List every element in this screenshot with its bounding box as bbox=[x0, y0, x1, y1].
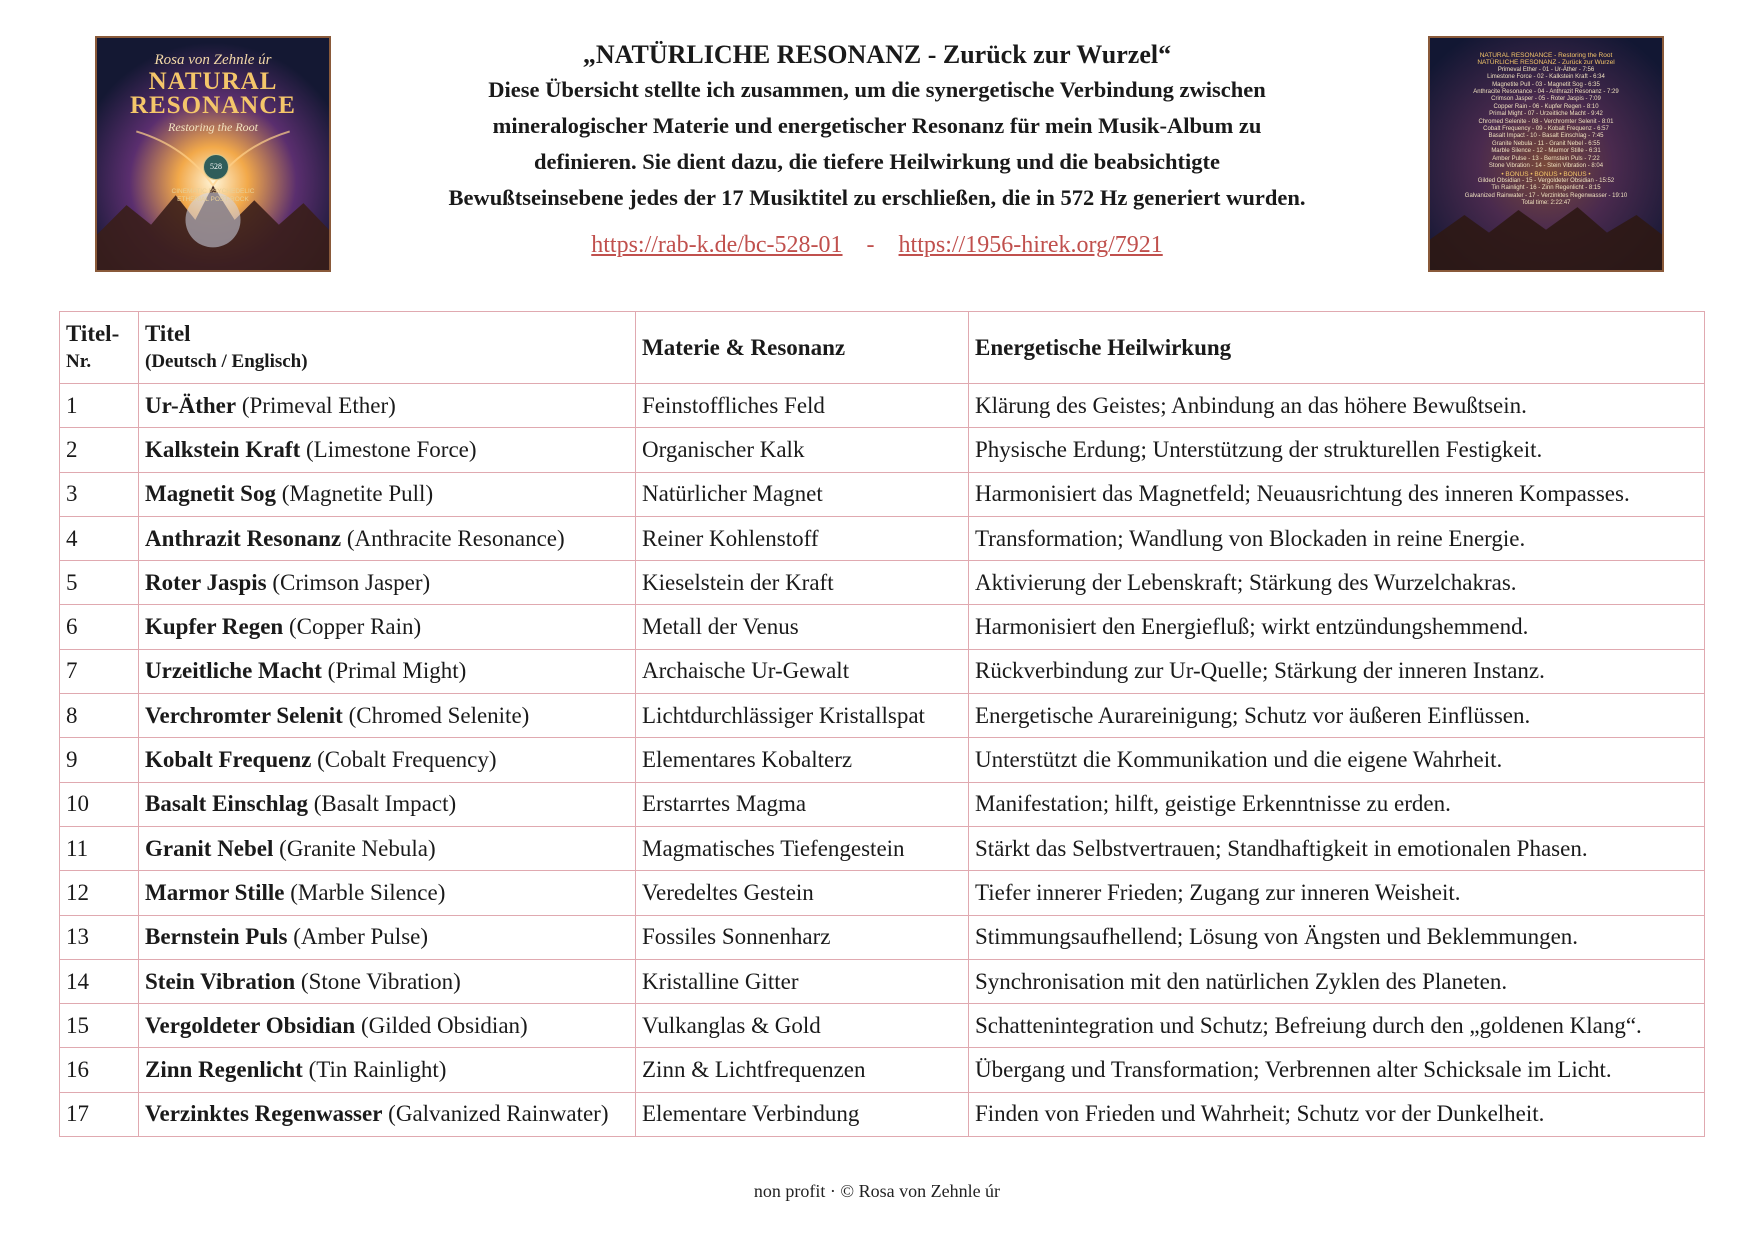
cover-back-track: Amber Pulse - 13 - Bernstein Puls - 7:22 bbox=[1492, 155, 1600, 162]
header-nr-line1: Titel- bbox=[66, 320, 120, 346]
cell-effect: Übergang und Transformation; Verbrennen alter Schicksale im Licht. bbox=[969, 1048, 1705, 1092]
document-header bbox=[360, 38, 1394, 260]
cell-matter: Veredeltes Gestein bbox=[636, 871, 969, 915]
cover-back-tracklist bbox=[1438, 52, 1654, 208]
cover-back-track: Gilded Obsidian - 15 - Vergoldeter Obsidian - 15:52 bbox=[1477, 177, 1615, 184]
table-row bbox=[60, 561, 1705, 605]
title-en: (Stone Vibration) bbox=[295, 968, 461, 994]
cell-title bbox=[139, 959, 636, 1003]
title-en: (Chromed Selenite) bbox=[342, 702, 530, 728]
description-line: Bewußtseinsebene jedes der 17 Musiktitel zu erschließen, die in 572 Hz generiert wurden. bbox=[448, 185, 1306, 210]
header-nr-line2: Nr. bbox=[66, 350, 92, 372]
cell-effect: Rückverbindung zur Ur-Quelle; Stärkung der inneren Instanz. bbox=[969, 649, 1705, 693]
cell-nr: 16 bbox=[60, 1048, 139, 1092]
cover-genre-line2: ETHERIAL POST-ROCK bbox=[177, 196, 249, 203]
header-matter: Materie & Resonanz bbox=[636, 312, 969, 384]
cell-effect: Transformation; Wandlung von Blockaden in reine Energie. bbox=[969, 516, 1705, 560]
cell-effect: Harmonisiert das Magnetfeld; Neuausrichtung des inneren Kompasses. bbox=[969, 472, 1705, 516]
cell-matter: Feinstoffliches Feld bbox=[636, 384, 969, 428]
cell-matter: Metall der Venus bbox=[636, 605, 969, 649]
cell-nr: 6 bbox=[60, 605, 139, 649]
cell-matter: Elementares Kobalterz bbox=[636, 738, 969, 782]
title-de: Zinn Regenlicht bbox=[145, 1057, 303, 1083]
album-cover-front bbox=[95, 36, 331, 272]
cell-effect: Klärung des Geistes; Anbindung an das höhere Bewußtsein. bbox=[969, 384, 1705, 428]
cell-title bbox=[139, 516, 636, 560]
header-title bbox=[139, 312, 636, 384]
title-en: (Tin Rainlight) bbox=[302, 1057, 447, 1083]
title-de: Urzeitliche Macht bbox=[145, 658, 322, 684]
cell-matter: Kristalline Gitter bbox=[636, 959, 969, 1003]
cell-matter: Zinn & Lichtfrequenzen bbox=[636, 1048, 969, 1092]
cell-nr: 1 bbox=[60, 384, 139, 428]
cell-matter: Archaische Ur-Gewalt bbox=[636, 649, 969, 693]
document-description bbox=[360, 72, 1394, 216]
title-de: Anthrazit Resonanz bbox=[145, 525, 342, 551]
table-row bbox=[60, 516, 1705, 560]
cell-title bbox=[139, 1092, 636, 1136]
cell-title bbox=[139, 1048, 636, 1092]
cell-title bbox=[139, 561, 636, 605]
cover-title-line1: NATURAL bbox=[148, 68, 278, 95]
cell-effect: Finden von Frieden und Wahrheit; Schutz vor der Dunkelheit. bbox=[969, 1092, 1705, 1136]
cell-nr: 15 bbox=[60, 1004, 139, 1048]
title-de: Kupfer Regen bbox=[145, 614, 284, 640]
title-de: Marmor Stille bbox=[145, 879, 285, 905]
cover-genre-line1: CINEMATIC PSYCHEDELIC bbox=[171, 188, 255, 195]
title-de: Kobalt Frequenz bbox=[145, 747, 312, 773]
cell-effect: Manifestation; hilft, geistige Erkenntnisse zu erden. bbox=[969, 782, 1705, 826]
title-en: (Primal Might) bbox=[321, 658, 467, 684]
header-title-number bbox=[60, 312, 139, 384]
table-row bbox=[60, 871, 1705, 915]
cover-title-line2: RESONANCE bbox=[130, 92, 296, 119]
title-en: (Galvanized Rainwater) bbox=[382, 1101, 609, 1127]
cell-nr: 3 bbox=[60, 472, 139, 516]
cover-back-track: Chromed Selenite - 08 - Verchromter Selenit - 8:01 bbox=[1478, 118, 1614, 125]
table-row bbox=[60, 605, 1705, 649]
table-row bbox=[60, 959, 1705, 1003]
title-de: Ur-Äther bbox=[145, 392, 237, 418]
cell-effect: Unterstützt die Kommunikation und die eigene Wahrheit. bbox=[969, 738, 1705, 782]
document-title: „NATÜRLICHE RESONANZ - Zurück zur Wurzel“ bbox=[582, 40, 1172, 69]
cover-hz-badge: 528 bbox=[203, 154, 229, 180]
link-hirek[interactable]: https://1956-hirek.org/7921 bbox=[898, 232, 1163, 258]
title-de: Magnetit Sog bbox=[145, 481, 276, 507]
cell-nr: 2 bbox=[60, 428, 139, 472]
cover-back-track: Primal Might - 07 - Urzeitliche Macht - 9:42 bbox=[1489, 111, 1603, 118]
title-en: (Limestone Force) bbox=[300, 436, 477, 462]
cell-title bbox=[139, 649, 636, 693]
cell-title bbox=[139, 472, 636, 516]
cover-back-track: Anthracite Resonance - 04 - Anthrazit Resonanz - 7:29 bbox=[1473, 89, 1619, 96]
cover-back-total: Total time: 2:22:47 bbox=[1521, 200, 1571, 207]
cell-nr: 14 bbox=[60, 959, 139, 1003]
header-title-line2: (Deutsch / Englisch) bbox=[145, 350, 308, 372]
cell-matter: Lichtdurchlässiger Kristallspat bbox=[636, 694, 969, 738]
cell-title bbox=[139, 915, 636, 959]
link-separator: - bbox=[866, 232, 875, 258]
cover-back-track: Marble Silence - 12 - Marmor Stille - 6:31 bbox=[1491, 148, 1601, 155]
cell-effect: Stimmungsaufhellend; Lösung von Ängsten und Beklemmungen. bbox=[969, 915, 1705, 959]
cover-artist: Rosa von Zehnle úr bbox=[154, 52, 272, 68]
table-row bbox=[60, 1092, 1705, 1136]
title-de: Vergoldeter Obsidian bbox=[145, 1012, 356, 1038]
table-row bbox=[60, 472, 1705, 516]
cell-nr: 10 bbox=[60, 782, 139, 826]
cell-title bbox=[139, 738, 636, 782]
cell-nr: 11 bbox=[60, 826, 139, 870]
cover-back-track: Granite Nebula - 11 - Granit Nebel - 6:55 bbox=[1492, 140, 1600, 147]
cell-matter: Reiner Kohlenstoff bbox=[636, 516, 969, 560]
description-line: definieren. Sie dient dazu, die tiefere Heilwirkung und die beabsichtigte bbox=[533, 149, 1221, 174]
title-en: (Amber Pulse) bbox=[287, 924, 429, 950]
title-en: (Gilded Obsidian) bbox=[355, 1012, 528, 1038]
cell-nr: 13 bbox=[60, 915, 139, 959]
title-de: Verzinktes Regenwasser bbox=[145, 1101, 383, 1127]
cover-back-track: Galvanized Rainwater - 17 - Verzinktes Regenwasser - 19:10 bbox=[1464, 192, 1628, 199]
description-line: Diese Übersicht stellte ich zusammen, um die synergetische Verbindung zwischen bbox=[488, 77, 1266, 102]
table-header-row bbox=[60, 312, 1705, 384]
album-cover-back bbox=[1428, 36, 1664, 272]
header-links bbox=[360, 230, 1394, 260]
table-row bbox=[60, 428, 1705, 472]
cover-back-heading1: NATURAL RESONANCE - Restoring the Root bbox=[1479, 52, 1613, 59]
cell-title bbox=[139, 428, 636, 472]
cell-title bbox=[139, 782, 636, 826]
cover-back-track: Tin Rainlight - 16 - Zinn Regenlicht - 8:15 bbox=[1491, 185, 1601, 192]
cover-back-track: Magnetite Pull - 03 - Magnetit Sog - 6:35 bbox=[1492, 81, 1600, 88]
cell-matter: Natürlicher Magnet bbox=[636, 472, 969, 516]
cell-matter: Elementare Verbindung bbox=[636, 1092, 969, 1136]
table-row bbox=[60, 738, 1705, 782]
title-en: (Anthracite Resonance) bbox=[341, 525, 565, 551]
cell-title bbox=[139, 384, 636, 428]
title-en: (Marble Silence) bbox=[284, 879, 446, 905]
cell-effect: Energetische Aurareinigung; Schutz vor äußeren Einflüssen. bbox=[969, 694, 1705, 738]
table-row bbox=[60, 384, 1705, 428]
table-row bbox=[60, 694, 1705, 738]
cell-nr: 7 bbox=[60, 649, 139, 693]
cover-back-bonus: • BONUS • BONUS • BONUS • bbox=[1501, 170, 1591, 178]
title-en: (Granite Nebula) bbox=[273, 835, 436, 861]
cell-matter: Fossiles Sonnenharz bbox=[636, 915, 969, 959]
cover-back-track: Cobalt Frequency - 09 - Kobalt Frequenz - 6:57 bbox=[1483, 126, 1609, 133]
table-row bbox=[60, 826, 1705, 870]
footer-copyright: non profit · © Rosa von Zehnle úr bbox=[753, 1181, 1001, 1201]
cell-matter: Vulkanglas & Gold bbox=[636, 1004, 969, 1048]
table-row bbox=[60, 649, 1705, 693]
cover-genre bbox=[97, 188, 329, 204]
cover-back-track: Basalt Impact - 10 - Basalt Einschlag - 7:45 bbox=[1488, 133, 1604, 140]
cell-nr: 9 bbox=[60, 738, 139, 782]
title-de: Roter Jaspis bbox=[145, 569, 267, 595]
link-bandcamp[interactable]: https://rab-k.de/bc-528-01 bbox=[591, 232, 843, 258]
cell-title bbox=[139, 871, 636, 915]
title-en: (Crimson Jasper) bbox=[266, 569, 431, 595]
cell-effect: Physische Erdung; Unterstützung der strukturellen Festigkeit. bbox=[969, 428, 1705, 472]
cover-back-track: Crimson Jasper - 05 - Roter Jaspis - 7:09 bbox=[1491, 96, 1601, 103]
cover-back-track: Limestone Force - 02 - Kalkstein Kraft - 6:34 bbox=[1487, 74, 1605, 81]
cell-nr: 4 bbox=[60, 516, 139, 560]
title-de: Bernstein Puls bbox=[145, 924, 288, 950]
cell-matter: Organischer Kalk bbox=[636, 428, 969, 472]
table-row bbox=[60, 782, 1705, 826]
table-row bbox=[60, 915, 1705, 959]
description-line: mineralogischer Materie und energetischer Resonanz für mein Musik-Album zu bbox=[492, 113, 1262, 138]
cell-effect: Harmonisiert den Energiefluß; wirkt entzündungshemmend. bbox=[969, 605, 1705, 649]
cover-back-heading2: NATÜRLICHE RESONANZ - Zurück zur Wurzel bbox=[1477, 59, 1615, 67]
title-de: Verchromter Selenit bbox=[145, 702, 343, 728]
title-de: Kalkstein Kraft bbox=[145, 436, 301, 462]
cell-matter: Erstarrtes Magma bbox=[636, 782, 969, 826]
cell-nr: 12 bbox=[60, 871, 139, 915]
title-de: Stein Vibration bbox=[145, 968, 296, 994]
title-de: Basalt Einschlag bbox=[145, 791, 308, 817]
cell-title bbox=[139, 605, 636, 649]
cell-nr: 5 bbox=[60, 561, 139, 605]
header-title-line1: Titel bbox=[145, 320, 191, 346]
title-en: (Copper Rain) bbox=[283, 614, 422, 640]
cell-nr: 17 bbox=[60, 1092, 139, 1136]
table-row bbox=[60, 1048, 1705, 1092]
cell-nr: 8 bbox=[60, 694, 139, 738]
title-en: (Primeval Ether) bbox=[236, 392, 396, 418]
cover-subtitle: Restoring the Root bbox=[168, 120, 258, 134]
cell-effect: Tiefer innerer Frieden; Zugang zur inneren Weisheit. bbox=[969, 871, 1705, 915]
cover-back-track: Copper Rain - 06 - Kupfer Regen - 8:10 bbox=[1493, 103, 1599, 110]
cell-matter: Magmatisches Tiefengestein bbox=[636, 826, 969, 870]
cell-effect: Aktivierung der Lebenskraft; Stärkung des Wurzelchakras. bbox=[969, 561, 1705, 605]
title-en: (Basalt Impact) bbox=[307, 791, 457, 817]
cell-title bbox=[139, 826, 636, 870]
cell-matter: Kieselstein der Kraft bbox=[636, 561, 969, 605]
title-de: Granit Nebel bbox=[145, 835, 274, 861]
cell-title bbox=[139, 694, 636, 738]
title-en: (Magnetite Pull) bbox=[275, 481, 434, 507]
table-row bbox=[60, 1004, 1705, 1048]
cover-back-track: Stone Vibration - 14 - Stein Vibration - 8:04 bbox=[1488, 163, 1604, 170]
header-effect: Energetische Heilwirkung bbox=[969, 312, 1705, 384]
cover-back-track: Primeval Ether - 01 - Ur-Äther - 7:56 bbox=[1497, 66, 1595, 73]
title-en: (Cobalt Frequency) bbox=[311, 747, 497, 773]
cell-effect: Synchronisation mit den natürlichen Zyklen des Planeten. bbox=[969, 959, 1705, 1003]
cell-effect: Schattenintegration und Schutz; Befreiung durch den „goldenen Klang“. bbox=[969, 1004, 1705, 1048]
track-table bbox=[59, 311, 1705, 1137]
cell-effect: Stärkt das Selbstvertrauen; Standhaftigkeit in emotionalen Phasen. bbox=[969, 826, 1705, 870]
cell-title bbox=[139, 1004, 636, 1048]
